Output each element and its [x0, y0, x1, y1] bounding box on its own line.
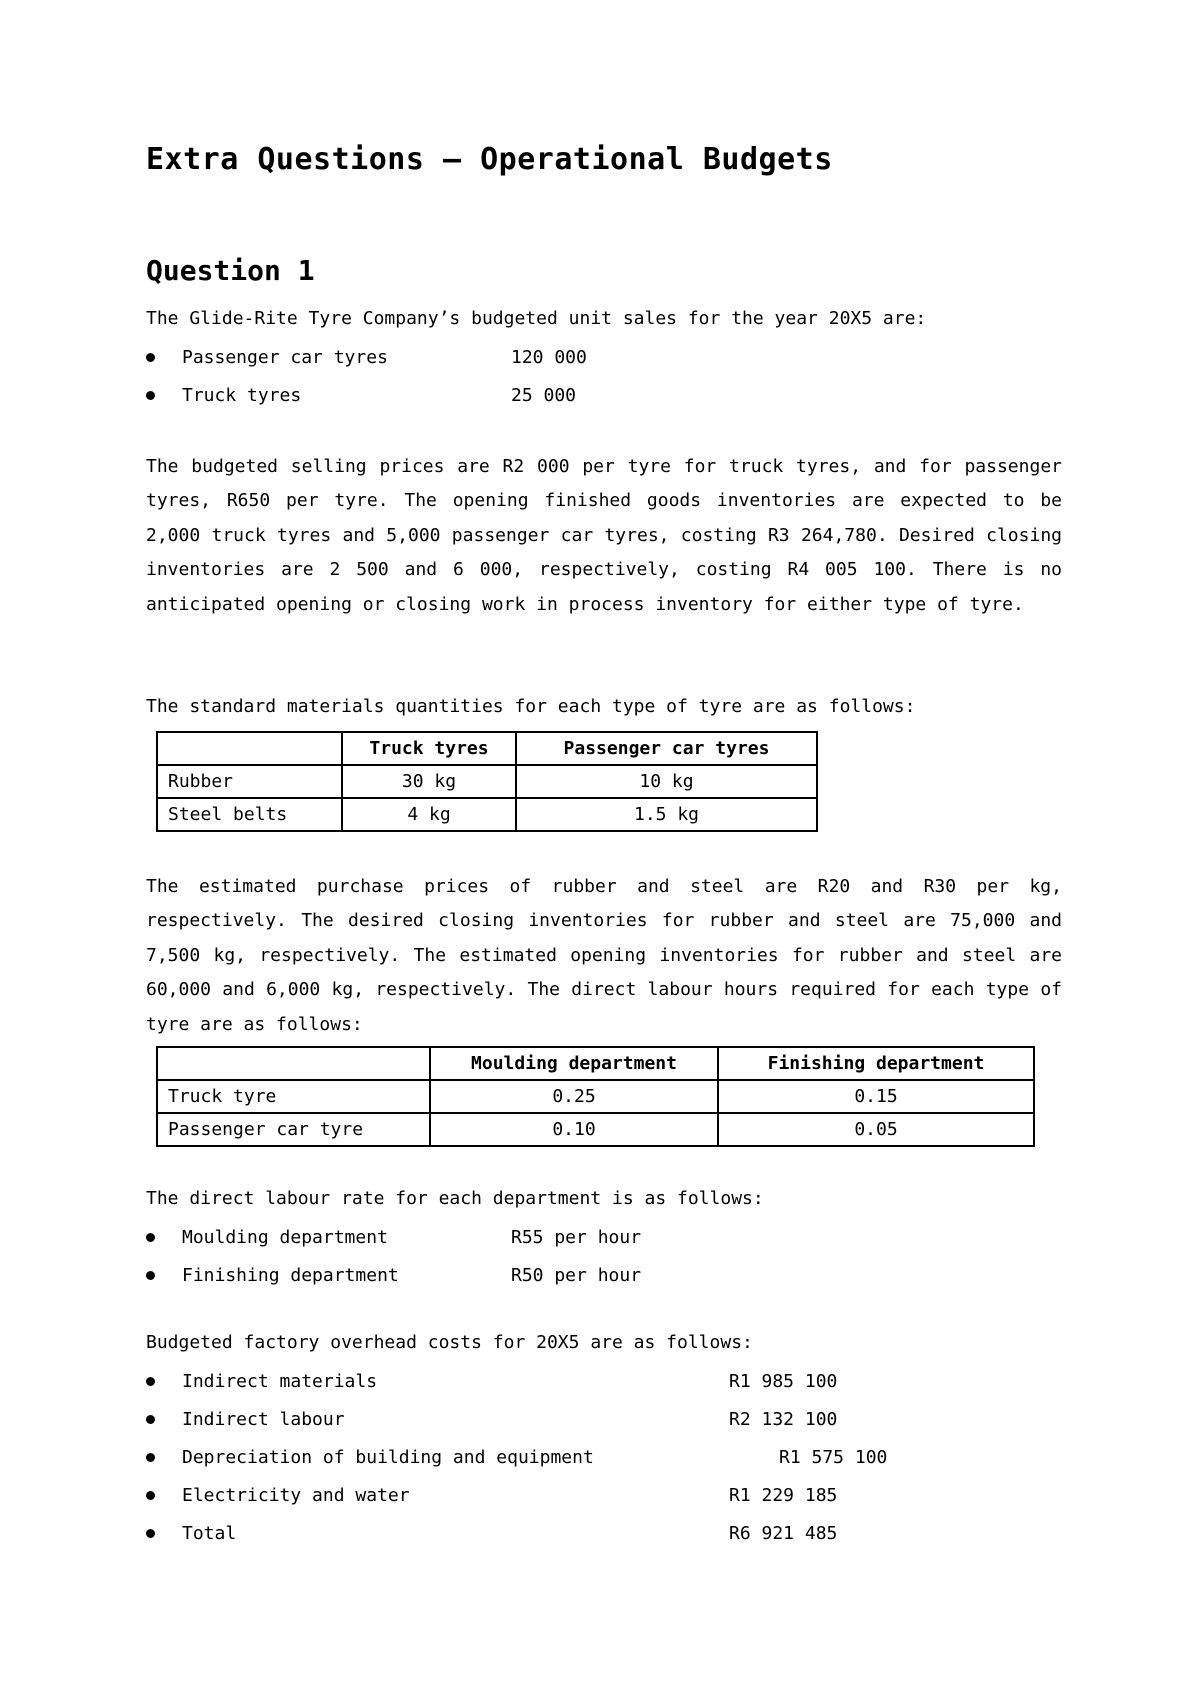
list-item-value: R1 575 100 [779, 1447, 888, 1468]
bullet-icon [146, 1271, 155, 1280]
bullet-icon [146, 353, 155, 362]
bullet-icon [146, 1377, 155, 1386]
table-header-cell [157, 732, 342, 765]
table-cell: 30 kg [342, 765, 516, 798]
rate-intro: The direct labour rate for each department is as follows: [146, 1188, 764, 1209]
table-cell: 0.10 [430, 1113, 718, 1146]
list-item-label: Passenger car tyres [182, 347, 388, 368]
list-item-label: Indirect materials [182, 1371, 378, 1392]
bullet-icon [146, 1491, 155, 1500]
table-row [157, 798, 817, 831]
materials-intro: The standard materials quantities for each type of tyre are as follows: [146, 696, 916, 717]
list-item-label: Electricity and water [182, 1485, 410, 1506]
list-item-value: R1 985 100 [729, 1371, 838, 1392]
list-item-value: R6 921 485 [729, 1523, 838, 1544]
list-item-label: Total [182, 1523, 237, 1544]
table-cell: 4 kg [342, 798, 516, 831]
list-item-value: R1 229 185 [729, 1485, 838, 1506]
table-cell: Truck tyre [157, 1080, 430, 1113]
table-cell: 0.05 [718, 1113, 1034, 1146]
list-item-label: Depreciation of building and equipment [182, 1447, 594, 1468]
list-item-label: Indirect labour [182, 1409, 345, 1430]
list-item-value: 25 000 [511, 385, 577, 406]
bullet-icon [146, 1453, 155, 1462]
table-cell: Passenger car tyre [157, 1113, 430, 1146]
paragraph-prices: The budgeted selling prices are R2 000 per tyre for truck tyres, and for passenger tyres, R650 per tyre. The opening finished goods inventories are expected to be 2,000 truck tyres and 5,000 passenger car tyres, costing R3 264,780. Desired closing inventories are 2 500 and 6 000, respectively, costing R4 005 100. There is no anticipated opening or closing work in process inventory for either type of tyre. [146, 456, 1062, 615]
bullet-icon [146, 1415, 155, 1424]
table-row [157, 1113, 1034, 1146]
table-cell: 10 kg [516, 765, 817, 798]
table-cell: Steel belts [157, 798, 342, 831]
labour-table [156, 1046, 1035, 1147]
table-header-cell: Finishing department [718, 1047, 1034, 1080]
table-cell: 1.5 kg [516, 798, 817, 831]
table-cell: 0.15 [718, 1080, 1034, 1113]
question-heading: Question 1 [146, 254, 315, 287]
list-item-value: R55 per hour [511, 1227, 642, 1248]
table-header-row [157, 1047, 1034, 1080]
list-item-value: R50 per hour [511, 1265, 642, 1286]
bullet-icon [146, 1529, 155, 1538]
table-header-cell: Moulding department [430, 1047, 718, 1080]
materials-table [156, 731, 818, 832]
table-row [157, 1080, 1034, 1113]
table-header-cell: Truck tyres [342, 732, 516, 765]
list-item-value: R2 132 100 [729, 1409, 838, 1430]
sales-intro: The Glide-Rite Tyre Company’s budgeted unit sales for the year 20X5 are: [146, 308, 927, 329]
table-header-row [157, 732, 817, 765]
list-item-label: Truck tyres [182, 385, 302, 406]
list-item-label: Finishing department [182, 1265, 399, 1286]
paragraph-purchase: The estimated purchase prices of rubber and steel are R20 and R30 per kg, respectively. The desired closing inventories for rubber and steel are 75,000 and 7,500 kg, respectively. The estimated opening inventories for rubber and steel are 60,000 and 6,000 kg, respectively. The direct labour hours required for each type of tyre are as follows: [146, 876, 1062, 1035]
bullet-icon [146, 1233, 155, 1242]
table-header-cell: Passenger car tyres [516, 732, 817, 765]
list-item-label: Moulding department [182, 1227, 388, 1248]
table-header-cell [157, 1047, 430, 1080]
table-row [157, 765, 817, 798]
overhead-intro: Budgeted factory overhead costs for 20X5 are as follows: [146, 1332, 753, 1353]
table-cell: Rubber [157, 765, 342, 798]
table-cell: 0.25 [430, 1080, 718, 1113]
list-item-value: 120 000 [511, 347, 587, 368]
document-title: Extra Questions – Operational Budgets [146, 142, 833, 177]
bullet-icon [146, 391, 155, 400]
